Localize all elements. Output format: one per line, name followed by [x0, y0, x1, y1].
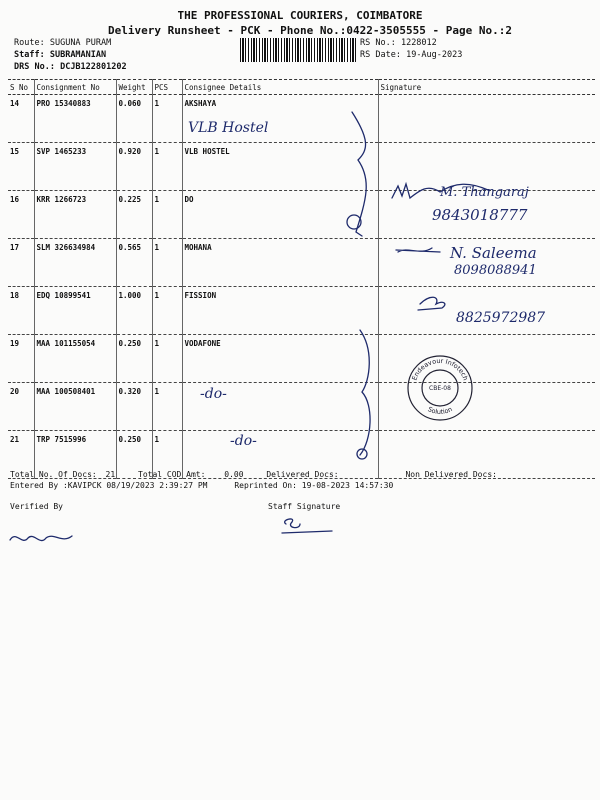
staff-signature-stroke — [282, 519, 332, 533]
total-docs-label: Total No. Of Docs: — [10, 470, 97, 479]
cell-sno: 20 — [8, 383, 34, 431]
cell-sno: 14 — [8, 95, 34, 143]
stamp-text-bottom: Solution — [426, 405, 454, 417]
hw-ditto-row20: -do- — [200, 386, 227, 402]
cell-sno: 17 — [8, 239, 34, 287]
entered-line — [10, 481, 393, 490]
rs-no-value: 1228012 — [400, 38, 437, 48]
cell-weight: 0.060 — [116, 95, 152, 143]
cell-consignment: EDQ 10899541 — [34, 287, 116, 335]
col-weight: Weight — [116, 80, 152, 95]
cell-pcs: 1 — [152, 191, 182, 239]
staff-signature-label: Staff Signature — [268, 502, 341, 511]
cell-pcs: 1 — [152, 239, 182, 287]
cell-weight: 0.565 — [116, 239, 152, 287]
cell-consignee: VLB HOSTEL — [182, 143, 378, 191]
cell-sno: 15 — [8, 143, 34, 191]
rs-date-line — [360, 50, 462, 60]
stamp-text-center: CBE-08 — [429, 385, 451, 392]
entered-by-value: KAVIPCK 08/19/2023 2:39:27 PM — [67, 481, 208, 490]
table-row — [8, 383, 595, 431]
hw-row16-sig: M. Thangaraj — [440, 185, 529, 200]
cell-pcs: 1 — [152, 143, 182, 191]
cell-signature — [378, 383, 595, 431]
stamp-text-top: Endeavour Infotech — [410, 356, 470, 382]
totals-line — [10, 470, 497, 479]
table-row — [8, 239, 595, 287]
cell-consignee: AKSHAYA — [182, 95, 378, 143]
cell-weight: 1.000 — [116, 287, 152, 335]
table-row — [8, 335, 595, 383]
rs-date-label: RS Date: — [360, 50, 401, 60]
route-label: Route: — [14, 38, 45, 48]
cell-weight: 0.225 — [116, 191, 152, 239]
hw-row16-phone: 9843018777 — [432, 206, 528, 224]
cell-weight: 0.250 — [116, 335, 152, 383]
staff-value: SUBRAMANIAN — [49, 50, 107, 60]
verified-signature-stroke — [10, 536, 72, 541]
cell-consignee — [182, 383, 378, 431]
cell-pcs: 1 — [152, 431, 182, 479]
barcode — [240, 38, 356, 62]
verified-by-label: Verified By — [10, 502, 63, 511]
delivered-label: Delivered Docs: — [266, 470, 339, 479]
runsheet-title: Delivery Runsheet - PCK - Phone No.:0422-3505555 - Page No.:2 — [108, 24, 512, 37]
route-value: SUGUNA PURAM — [49, 38, 112, 48]
cell-pcs: 1 — [152, 383, 182, 431]
cell-consignment: TRP 7515996 — [34, 431, 116, 479]
cell-consignee: DO — [182, 191, 378, 239]
reprinted-label: Reprinted On: — [234, 481, 297, 490]
cell-signature — [378, 335, 595, 383]
hw-row14-note: VLB Hostel — [188, 120, 269, 136]
drs-line — [14, 62, 127, 72]
cod-value: 0.00 — [224, 470, 244, 479]
table-row — [8, 143, 595, 191]
cell-consignment: SVP 1465233 — [34, 143, 116, 191]
cell-weight: 0.320 — [116, 383, 152, 431]
col-pcs: PCS — [152, 80, 182, 95]
col-sno: S No — [8, 80, 34, 95]
route-line — [14, 38, 111, 48]
cell-signature — [378, 191, 595, 239]
rs-no-label: RS No.: — [360, 38, 396, 48]
runsheet-table — [8, 79, 595, 479]
drs-value: DCJB122801202 — [60, 62, 127, 72]
cell-signature — [378, 143, 595, 191]
cell-sno: 21 — [8, 431, 34, 479]
hw-row17-phone: 8098088941 — [454, 263, 537, 278]
cell-pcs: 1 — [152, 95, 182, 143]
cell-signature — [378, 95, 595, 143]
company-name: THE PROFESSIONAL COURIERS, COIMBATORE — [177, 9, 423, 22]
cell-signature — [378, 239, 595, 287]
cell-consignment: PRO 15340883 — [34, 95, 116, 143]
staff-line — [14, 50, 106, 60]
cell-pcs: 1 — [152, 335, 182, 383]
cell-pcs: 1 — [152, 287, 182, 335]
entered-by-label: Entered By : — [10, 481, 68, 490]
reprinted-value: 19-08-2023 14:57:30 — [301, 481, 394, 490]
col-consignee: Consignee Details — [182, 80, 378, 95]
cell-consignment: MAA 101155054 — [34, 335, 116, 383]
hw-row18-phone: 8825972987 — [456, 310, 546, 326]
cell-weight: 0.920 — [116, 143, 152, 191]
table-header-row — [8, 80, 595, 95]
non-delivered-label: Non Delivered Docs: — [405, 470, 497, 479]
cell-weight: 0.250 — [116, 431, 152, 479]
cell-consignment: KRR 1266723 — [34, 191, 116, 239]
cell-consignment: SLM 326634984 — [34, 239, 116, 287]
table-row — [8, 95, 595, 143]
cod-label: Total COD Amt: — [138, 470, 206, 479]
table-row — [8, 191, 595, 239]
col-signature: Signature — [378, 80, 595, 95]
total-docs-value: 21 — [105, 470, 116, 479]
cell-consignee: MOHANA — [182, 239, 378, 287]
cell-sno: 19 — [8, 335, 34, 383]
col-consignment: Consignment No — [34, 80, 116, 95]
staff-label: Staff: — [14, 50, 45, 60]
hw-row17-name: N. Saleema — [450, 244, 537, 262]
cell-signature — [378, 287, 595, 335]
cell-consignment: MAA 100508401 — [34, 383, 116, 431]
hw-ditto-row21: -do- — [230, 433, 257, 449]
cell-sno: 18 — [8, 287, 34, 335]
drs-label: DRS No.: — [14, 62, 55, 72]
cell-consignee: VODAFONE — [182, 335, 378, 383]
rs-date-value: 19-Aug-2023 — [406, 50, 463, 60]
cell-sno: 16 — [8, 191, 34, 239]
cell-consignee: FISSION — [182, 287, 378, 335]
table-row — [8, 287, 595, 335]
rs-no-line — [360, 38, 437, 48]
